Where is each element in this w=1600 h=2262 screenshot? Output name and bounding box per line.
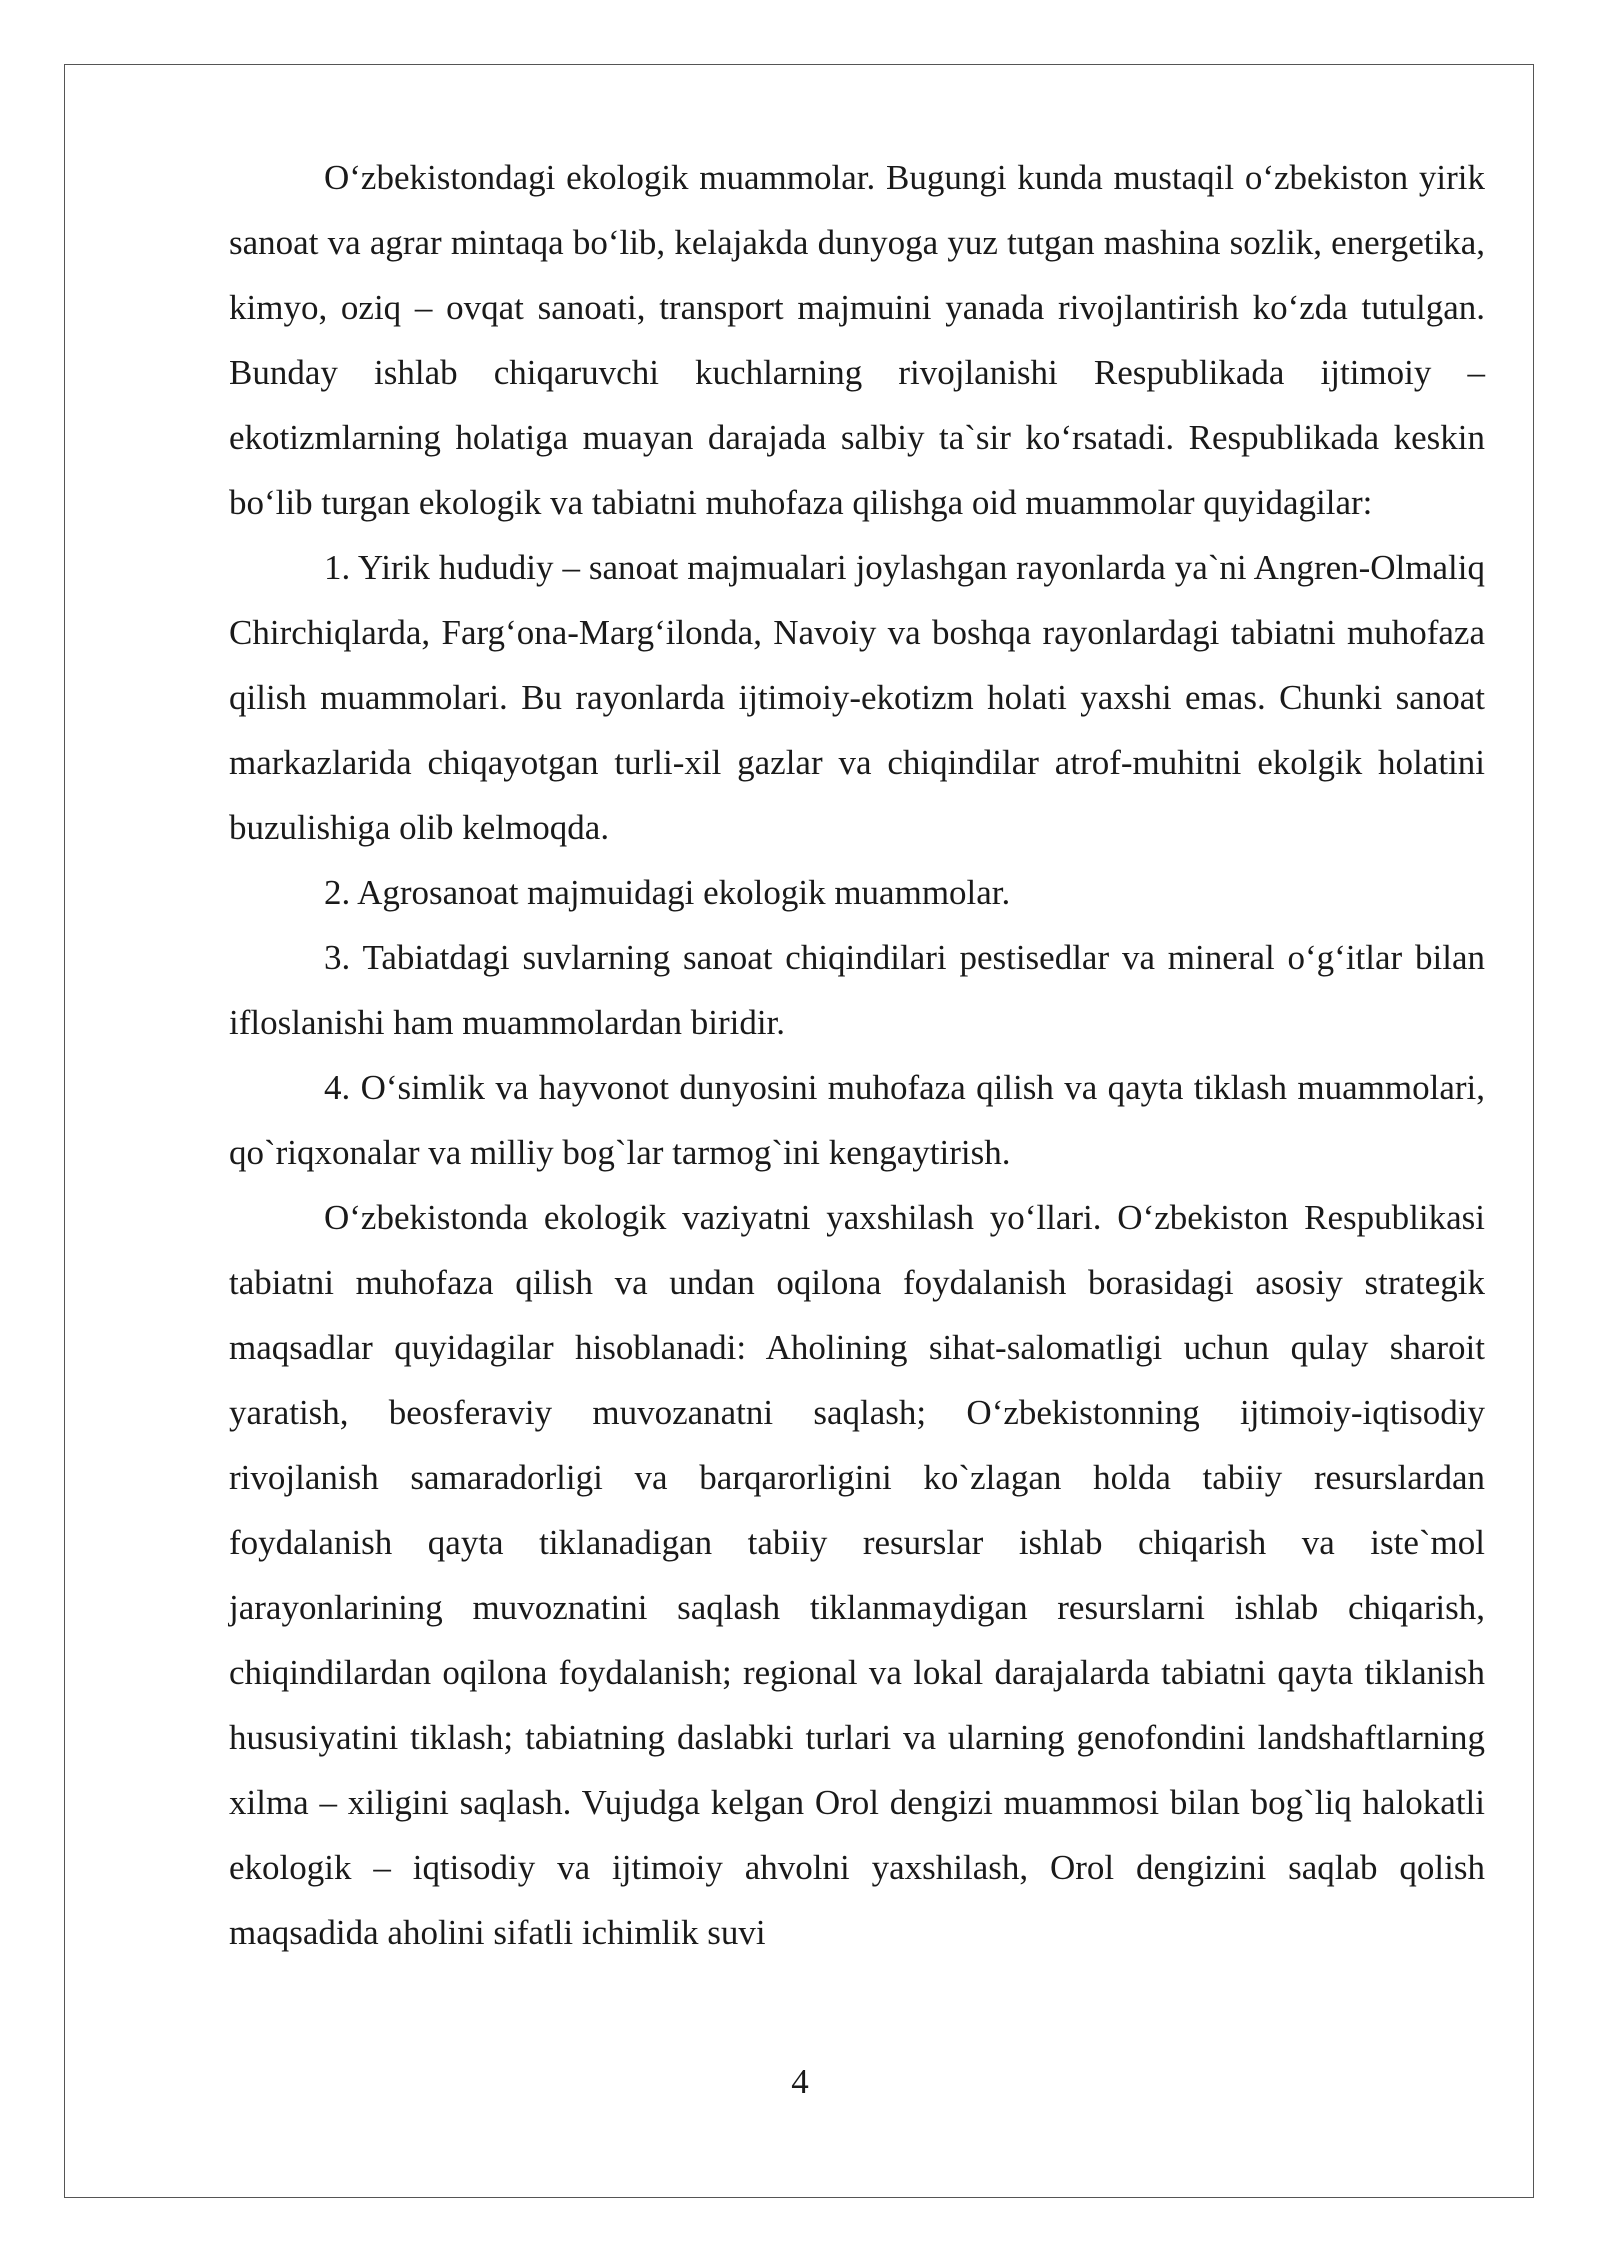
paragraph-ecological-problems-intro: O‘zbekistondagi ekologik muammolar. Bugungi kunda mustaqil o‘zbekiston yirik sanoat va agrar mintaqa bo‘lib, kelajakda dunyoga yuz tutgan mashina sozlik, energetika, kimyo, oziq – ovqat sanoati, transport majmuini yanada rivojlantirish ko‘zda tutulgan. Bunday ishlab chiqaruvchi kuchlarning rivojlanishi Respublikada ijtimoiy – ekotizmlarning holatiga muayan darajada salbiy ta`sir ko‘rsatadi. Respublikada keskin bo‘lib turgan ekologik va tabiatni muhofaza qilishga oid muammolar quyidagilar: [229, 158, 1485, 522]
page-number: 4 [791, 2062, 809, 2101]
paragraph-improvement-ways: O‘zbekistonda ekologik vaziyatni yaxshilash yo‘llari. O‘zbekiston Respublikasi tabiatni muhofaza qilish va undan oqilona foydalanish borasidagi asosiy strategik maqsadlar quyidagilar hisoblanadi: Aholining sihat-salomatligi uchun qulay sharoit yaratish, beosferaviy muvozanatni saqlash; O‘zbekistonning ijtimoiy-iqtisodiy rivojlanish samaradorligi va barqarorligini ko`zlagan holda tabiiy resurslardan foydalanish qayta tiklanadigan tabiiy resurslar ishlab chiqarish va iste`mol jarayonlarining muvoznatini saqlash tiklanmaydigan resurslarni ishlab chiqarish, chiqindilardan oqilona foydalanish; regional va lokal darajalarda tabiatni qayta tiklanish hususiyatini tiklash; tabiatning daslabki turlari va ularning genofondini landshaftlarning xilma – xiligini saqlash. Vujudga kelgan Orol dengizi muammosi bilan bog`liq halokatli ekologik – iqtisodiy va ijtimoiy ahvolni yaxshilash, Orol dengizini saqlab qolish maqsadida aholini sifatli ichimlik suvi [229, 1198, 1485, 1952]
paragraph-item-1-industrial-regions: 1. Yirik hududiy – sanoat majmualari joylashgan rayonlarda ya`ni Angren-Olmaliq Chirchiqlarda, Farg‘ona-Marg‘ilonda, Navoiy va boshqa rayonlardagi tabiatni muhofaza qilish muammolari. Bu rayonlarda ijtimoiy-ekotizm holati yaxshi emas. Chunki sanoat markazlarida chiqayotgan turli-xil gazlar va chiqindilar atrof-muhitni ekolgik holatini buzulishiga olib kelmoqda. [229, 548, 1485, 847]
document-body [229, 145, 1485, 1965]
paragraph-item-4-flora-fauna: 4. O‘simlik va hayvonot dunyosini muhofaza qilish va qayta tiklash muammolari, qo`riqxonalar va milliy bog`lar tarmog`ini kengaytirish. [229, 1068, 1485, 1172]
paragraph-item-3-water-pollution: 3. Tabiatdagi suvlarning sanoat chiqindilari pestisedlar va mineral o‘g‘itlar bilan ifloslanishi ham muammolardan biridir. [229, 938, 1485, 1042]
paragraph-item-2-agro-industrial: 2. Agrosanoat majmuidagi ekologik muammolar. [324, 873, 1011, 912]
